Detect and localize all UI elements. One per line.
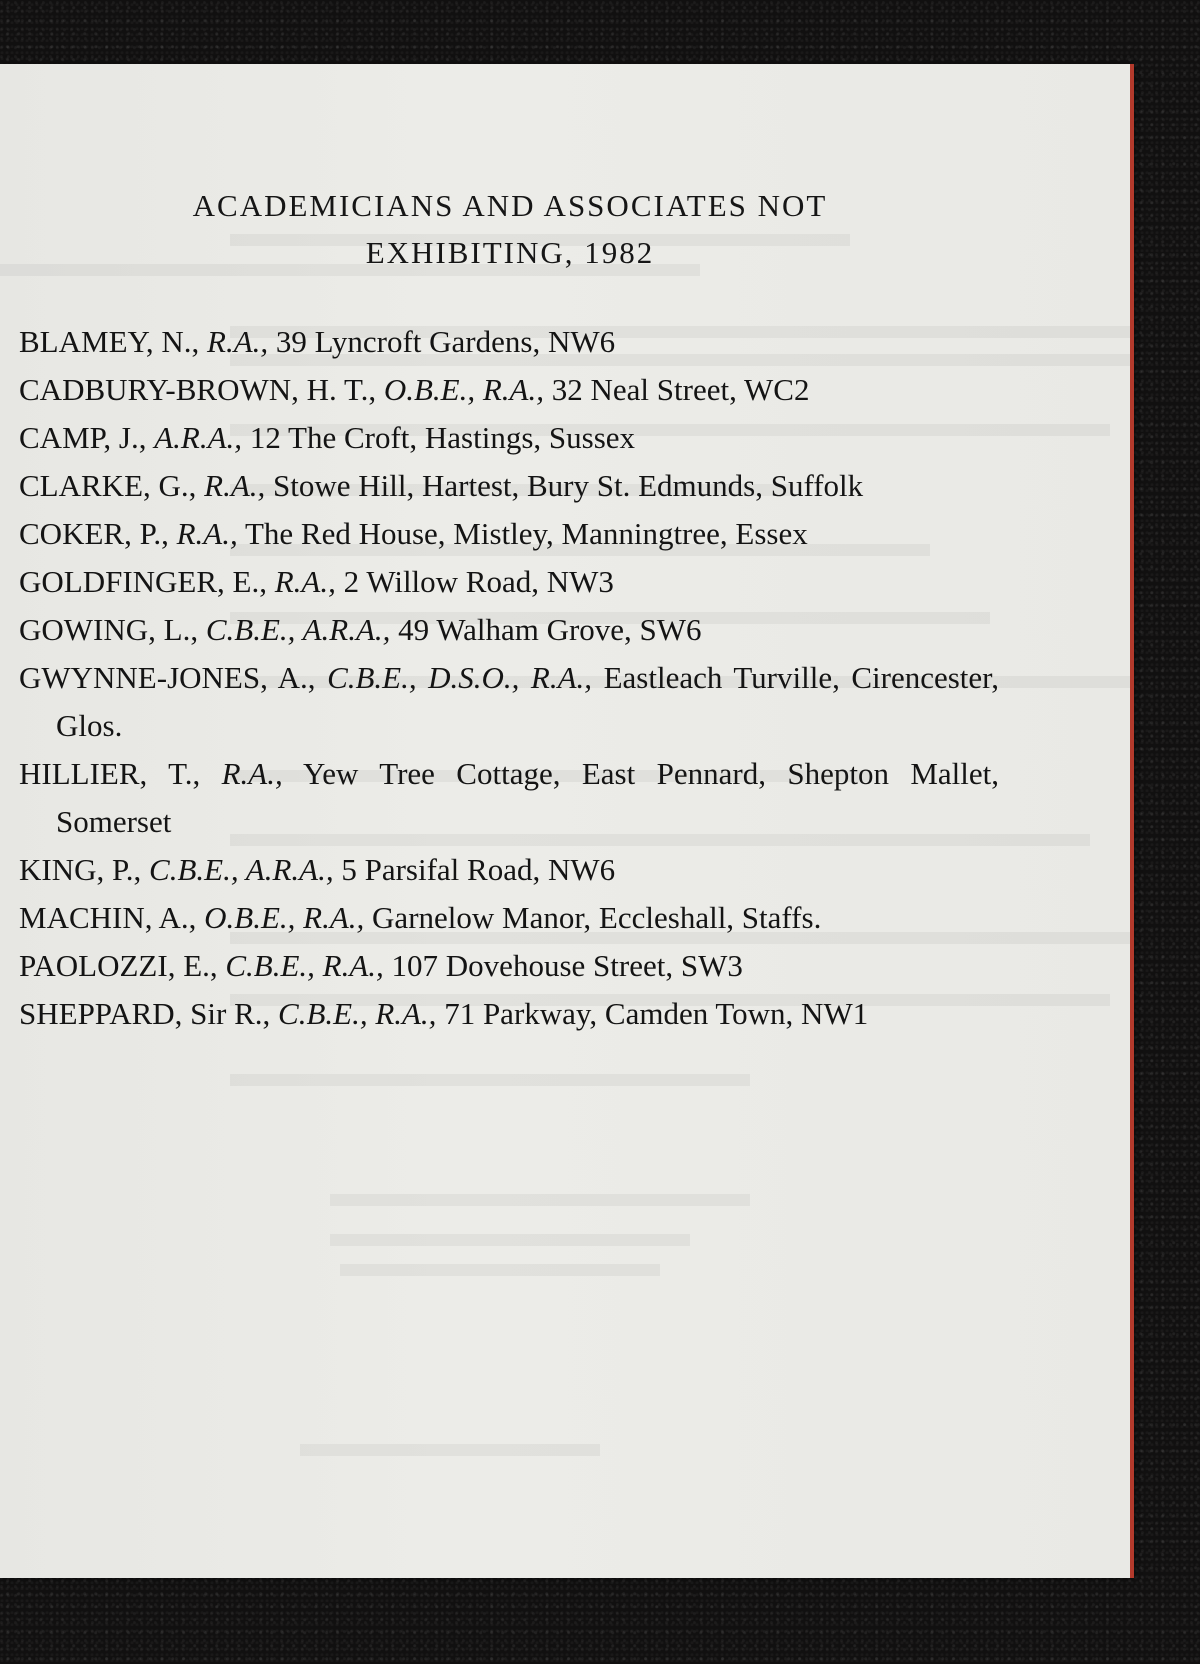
member-address: 49 Walham Grove, SW6: [398, 612, 702, 647]
member-address: Yew Tree Cottage, East Pennard, Shepton Mallet, Somerset: [56, 756, 1000, 839]
member-honours: C.B.E., A.R.A.,: [149, 852, 334, 887]
heading-line-2: EXHIBITING, 1982: [365, 235, 655, 270]
member-address: 2 Willow Road, NW3: [343, 564, 614, 599]
member-name: HILLIER, T.,: [19, 756, 201, 791]
list-item: [19, 942, 999, 990]
member-name: COKER, P.,: [19, 516, 169, 551]
member-address: 39 Lyncroft Gardens, NW6: [275, 324, 616, 359]
member-address: 107 Dovehouse Street, SW3: [391, 948, 743, 983]
list-item: [19, 750, 999, 846]
member-honours: R.A.,: [274, 564, 336, 599]
member-name: BLAMEY, N.,: [19, 324, 200, 359]
member-address: 12 The Croft, Hastings, Sussex: [249, 420, 636, 455]
member-honours: R.A.,: [207, 324, 269, 359]
list-item: [19, 318, 999, 366]
member-honours: R.A.,: [204, 468, 266, 503]
member-name: PAOLOZZI, E.,: [19, 948, 218, 983]
member-name: SHEPPARD, Sir R.,: [19, 996, 271, 1031]
member-name: MACHIN, A.,: [19, 900, 197, 935]
member-honours: C.B.E., R.A.,: [225, 948, 384, 983]
member-name: GOWING, L.,: [19, 612, 199, 647]
page-heading: [60, 182, 960, 276]
member-address: Eastleach Turville, Cirencester, Glos.: [56, 660, 1000, 743]
member-address: 5 Parsifal Road, NW6: [341, 852, 616, 887]
member-honours: O.B.E., R.A.,: [383, 372, 544, 407]
list-item: [19, 606, 999, 654]
list-item: [19, 462, 999, 510]
member-honours: C.B.E., D.S.O., R.A.,: [327, 660, 593, 695]
member-name: CAMP, J.,: [19, 420, 147, 455]
member-honours: C.B.E., R.A.,: [278, 996, 437, 1031]
member-name: KING, P.,: [19, 852, 142, 887]
member-list: [19, 318, 999, 1038]
list-item: [19, 990, 999, 1038]
member-address: 71 Parkway, Camden Town, NW1: [444, 996, 869, 1031]
member-address: Stowe Hill, Hartest, Bury St. Edmunds, Suffolk: [273, 468, 864, 503]
member-name: CADBURY-BROWN, H. T.,: [19, 372, 377, 407]
member-honours: A.R.A.,: [154, 420, 243, 455]
list-item: [19, 510, 999, 558]
member-honours: O.B.E., R.A.,: [204, 900, 365, 935]
member-name: GOLDFINGER, E.,: [19, 564, 267, 599]
heading-line-1: ACADEMICIANS AND ASSOCIATES NOT: [192, 188, 828, 223]
member-address: 32 Neal Street, WC2: [551, 372, 810, 407]
list-item: [19, 846, 999, 894]
member-honours: R.A.,: [176, 516, 238, 551]
list-item: [19, 654, 999, 750]
member-address: Garnelow Manor, Eccleshall, Staffs.: [372, 900, 822, 935]
list-item: [19, 366, 999, 414]
member-address: The Red House, Mistley, Manningtree, Essex: [244, 516, 808, 551]
list-item: [19, 414, 999, 462]
member-name: CLARKE, G.,: [19, 468, 197, 503]
member-name: GWYNNE-JONES, A.,: [19, 660, 316, 695]
member-honours: R.A.,: [221, 756, 283, 791]
list-item: [19, 558, 999, 606]
member-honours: C.B.E., A.R.A.,: [205, 612, 391, 647]
list-item: [19, 894, 999, 942]
document-page: [0, 64, 1134, 1578]
